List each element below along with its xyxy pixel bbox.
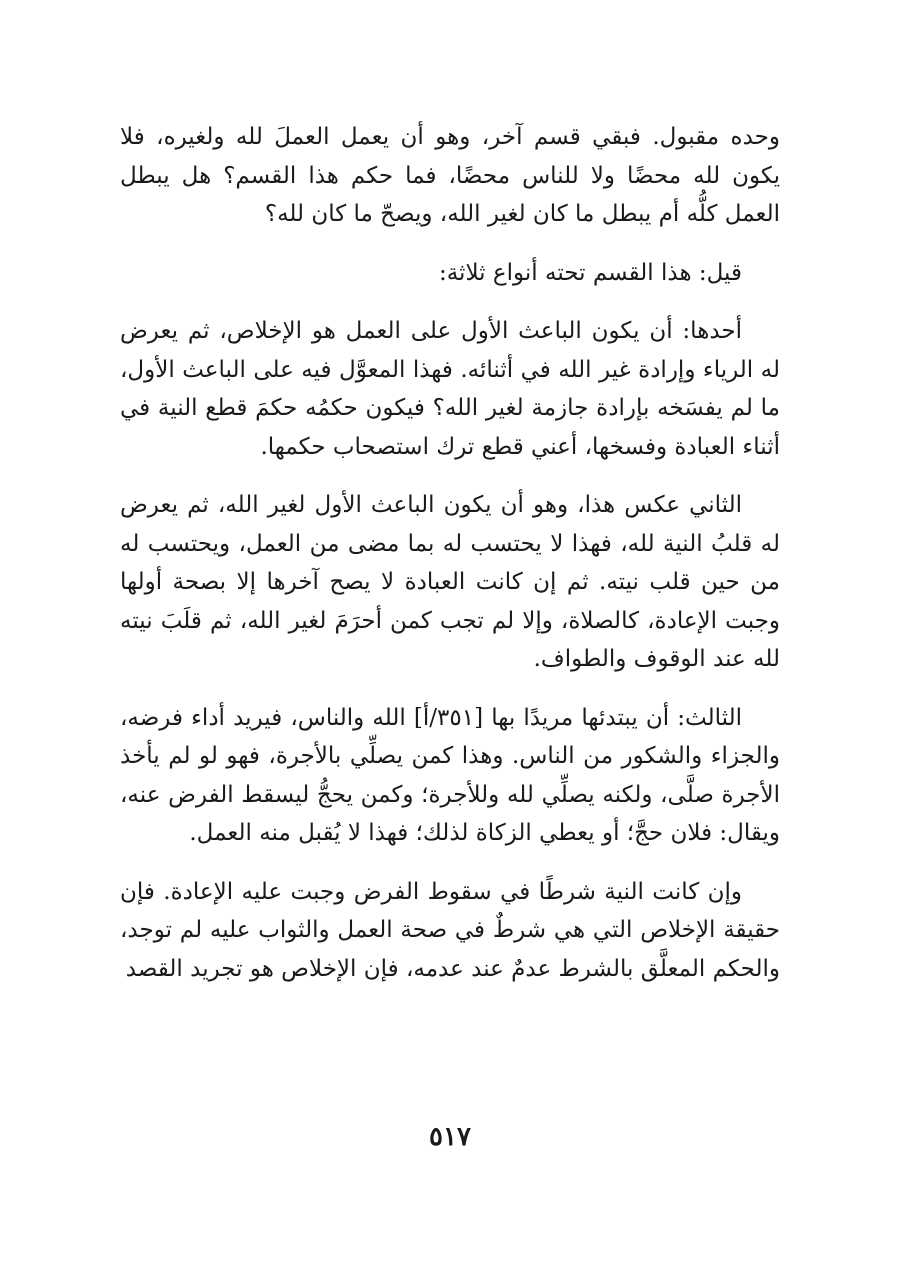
- page-number: ٥١٧: [429, 1122, 471, 1152]
- paragraph-conclusion: وإن كانت النية شرطًا في سقوط الفرض وجبت عليه الإعادة. فإن حقيقة الإخلاص التي هي شرطٌ في صحة العمل والثواب عليه لم توجد، والحكم المعلَّق بالشرط عدمٌ عند عدمه، فإن الإخلاص هو تجريد القصد: [120, 878, 780, 982]
- paragraph-first-type: أحدها: أن يكون الباعث الأول على العمل هو الإخلاص، ثم يعرض له الرياء وإرادة غير الله في أثنائه. فهذا المعوَّل فيه على الباعث الأول، ما لم يفسَخه بإرادة جازمة لغير الله؟ فيكون حكمُه حكمَ قطع النية في أثناء العبادة وفسخها، أعني قطع ترك استصحاب حكمها.: [120, 318, 780, 460]
- paragraph-third-type: الثالث: أن يبتدئها مريدًا بها [٣٥١/أ] الله والناس، فيريد أداء فرضه، والجزاء والشكور من الناس. وهذا كمن يصلِّي بالأجرة، فهو لو لم يأخذ الأجرة صلَّى، ولكنه يصلِّي لله وللأجرة؛ وكمن يحجُّ ليسقط الفرض عنه، ويقال: فلان حجَّ؛ أو يعطي الزكاة لذلك؛ فهذا لا يُقبل منه العمل.: [120, 704, 780, 846]
- page-body: [120, 118, 780, 1008]
- paragraph-intro: قيل: هذا القسم تحته أنواع ثلاثة:: [438, 259, 742, 286]
- paragraph-second-type: الثاني عكس هذا، وهو أن يكون الباعث الأول لغير الله، ثم يعرض له قلبُ النية لله، فهذا لا يحتسب له بما مضى من العمل، ويحتسب له من حين قلب نيته. ثم إن كانت العبادة لا يصح آخرها إلا بصحة أولها وجبت الإعادة، كالصلاة، وإلا لم تجب كمن أحرَمَ لغير الله، ثم قلَبَ نيته لله عند الوقوف والطواف.: [120, 492, 780, 672]
- paragraph-continuation: وحده مقبول. فبقي قسم آخر، وهو أن يعمل العملَ لله ولغيره، فلا يكون لله محضًا ولا للناس محضًا، فما حكم هذا القسم؟ هل يبطل العمل كلُّه أم يبطل ما كان لغير الله، ويصحّ ما كان لله؟: [120, 124, 780, 227]
